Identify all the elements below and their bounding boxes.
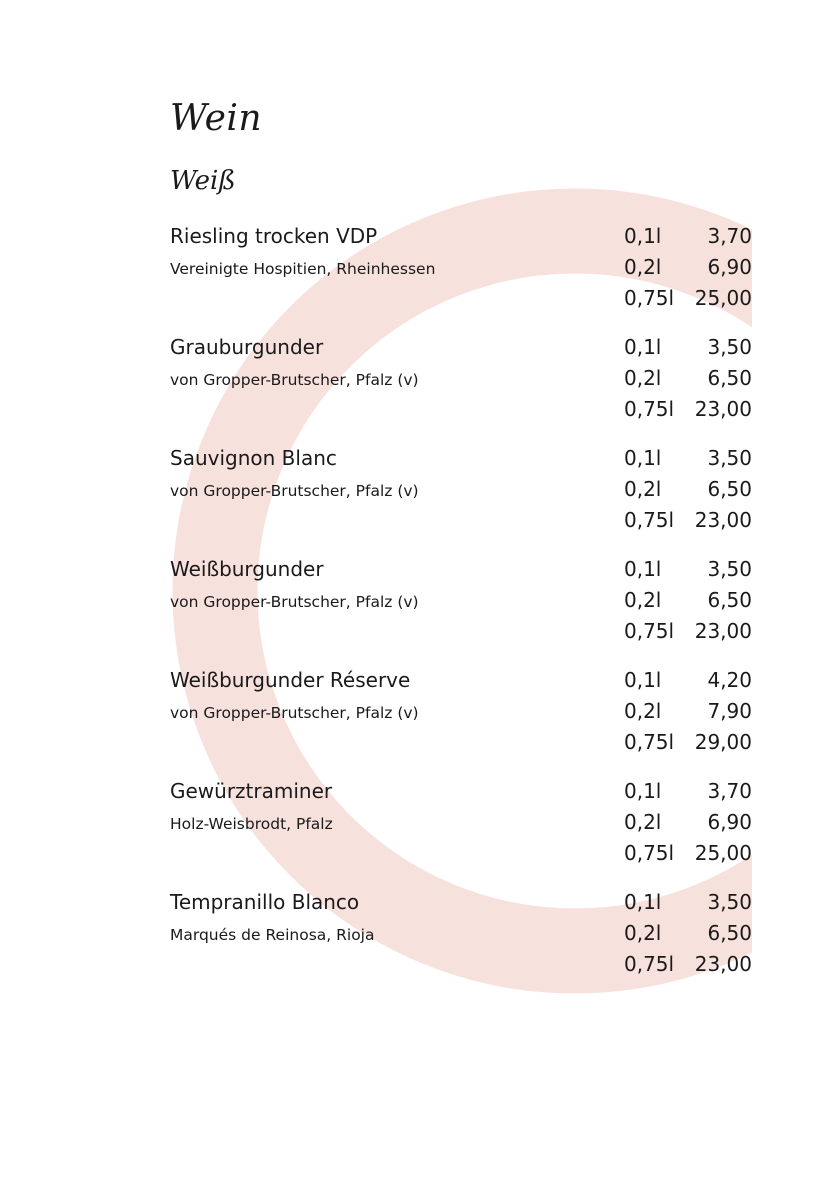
volume: 0,2l: [624, 366, 662, 390]
volume: 0,75l: [624, 286, 675, 310]
volume: 0,2l: [624, 810, 662, 834]
volume: 0,75l: [624, 397, 675, 421]
price-list: [624, 777, 752, 870]
price: 7,90: [707, 699, 752, 723]
price-list: [624, 666, 752, 759]
volume: 0,1l: [624, 557, 662, 581]
price: 6,90: [707, 255, 752, 279]
price-row: [624, 950, 752, 981]
price-row: [624, 555, 752, 586]
wine-item: [170, 888, 752, 999]
wine-origin: Holz-Weisbrodt, Pfalz: [170, 815, 333, 833]
wine-origin: Vereinigte Hospitien, Rheinhessen: [170, 260, 436, 278]
price-row: [624, 666, 752, 697]
volume: 0,75l: [624, 730, 675, 754]
price: 3,50: [707, 557, 752, 581]
wine-name: Grauburgunder: [170, 335, 324, 359]
price: 6,50: [707, 366, 752, 390]
volume: 0,1l: [624, 779, 662, 803]
price-list: [624, 444, 752, 537]
price-row: [624, 919, 752, 950]
price: 6,50: [707, 921, 752, 945]
volume: 0,75l: [624, 841, 675, 865]
wine-origin: Marqués de Reinosa, Rioja: [170, 926, 375, 944]
price: 23,00: [694, 619, 752, 643]
price-row: [624, 364, 752, 395]
price-row: [624, 395, 752, 426]
price: 3,70: [707, 779, 752, 803]
price-row: [624, 586, 752, 617]
price: 3,50: [707, 890, 752, 914]
wine-origin: von Gropper-Brutscher, Pfalz (v): [170, 593, 419, 611]
wine-item: [170, 666, 752, 777]
price: 6,50: [707, 588, 752, 612]
price-row: [624, 777, 752, 808]
price-list: [624, 333, 752, 426]
volume: 0,1l: [624, 335, 662, 359]
price-row: [624, 617, 752, 648]
price: 25,00: [694, 286, 752, 310]
price-row: [624, 253, 752, 284]
volume: 0,75l: [624, 952, 675, 976]
wine-name: Weißburgunder Réserve: [170, 668, 411, 692]
volume: 0,1l: [624, 224, 662, 248]
wine-item: [170, 333, 752, 444]
price-row: [624, 697, 752, 728]
volume: 0,2l: [624, 921, 662, 945]
price-row: [624, 333, 752, 364]
price: 6,90: [707, 810, 752, 834]
wine-name: Gewürztraminer: [170, 779, 333, 803]
price-row: [624, 475, 752, 506]
price-row: [624, 839, 752, 870]
section-title: Weiß: [170, 166, 236, 196]
wine-origin: von Gropper-Brutscher, Pfalz (v): [170, 371, 419, 389]
wine-name: Weißburgunder: [170, 557, 324, 581]
wine-name: Tempranillo Blanco: [170, 890, 360, 914]
volume: 0,2l: [624, 699, 662, 723]
volume: 0,1l: [624, 890, 662, 914]
price: 25,00: [694, 841, 752, 865]
price-list: [624, 888, 752, 981]
wine-name: Sauvignon Blanc: [170, 446, 337, 470]
price: 23,00: [694, 397, 752, 421]
price: 3,50: [707, 446, 752, 470]
volume: 0,2l: [624, 588, 662, 612]
price: 23,00: [694, 508, 752, 532]
price-row: [624, 222, 752, 253]
volume: 0,1l: [624, 668, 662, 692]
price-row: [624, 506, 752, 537]
price: 4,20: [707, 668, 752, 692]
price: 6,50: [707, 477, 752, 501]
wine-item: [170, 555, 752, 666]
wine-item: [170, 777, 752, 888]
price: 29,00: [694, 730, 752, 754]
price-row: [624, 888, 752, 919]
volume: 0,1l: [624, 446, 662, 470]
price-row: [624, 284, 752, 315]
wine-origin: von Gropper-Brutscher, Pfalz (v): [170, 482, 419, 500]
price: 3,70: [707, 224, 752, 248]
page-title: Wein: [170, 98, 263, 139]
wine-list: [170, 222, 752, 999]
price-list: [624, 222, 752, 315]
volume: 0,2l: [624, 255, 662, 279]
price-row: [624, 728, 752, 759]
price-row: [624, 808, 752, 839]
wine-name: Riesling trocken VDP: [170, 224, 378, 248]
wine-item: [170, 222, 752, 333]
price-row: [624, 444, 752, 475]
price: 23,00: [694, 952, 752, 976]
wine-item: [170, 444, 752, 555]
wine-origin: von Gropper-Brutscher, Pfalz (v): [170, 704, 419, 722]
price: 3,50: [707, 335, 752, 359]
price-list: [624, 555, 752, 648]
volume: 0,75l: [624, 619, 675, 643]
volume: 0,2l: [624, 477, 662, 501]
volume: 0,75l: [624, 508, 675, 532]
